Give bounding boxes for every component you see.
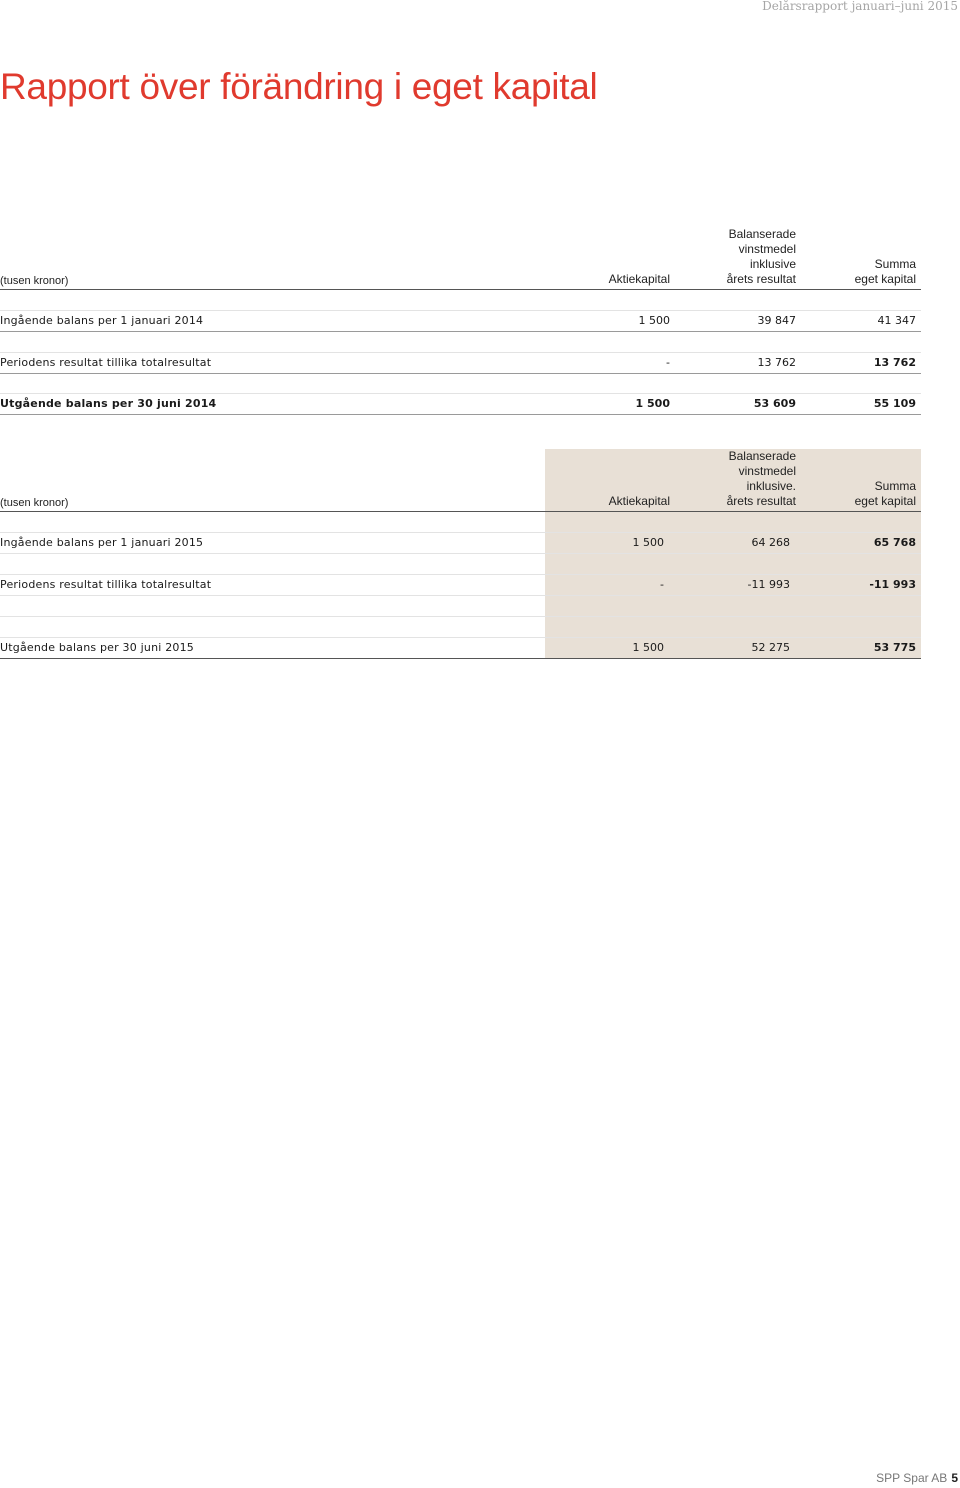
header-aktiekapital: Aktiekapital	[608, 272, 670, 286]
header-aktiekapital: Aktiekapital	[608, 494, 670, 508]
table-row: Ingående balans per 1 januari 2015 1 500 64 268 65 768	[0, 533, 921, 554]
spacer-row	[0, 290, 921, 311]
running-header: Delårsrapport januari–juni 2015	[762, 0, 958, 13]
spacer-row	[0, 554, 921, 575]
table-row: Periodens resultat tillika totalresultat - -11 993 -11 993	[0, 575, 921, 596]
spacer-row	[0, 512, 921, 533]
header-summa-eget-kapital: Summa eget kapital	[854, 257, 916, 286]
page-footer	[876, 1471, 958, 1485]
header-balanserade-vinstmedel: Balanserade vinstmedel inklusive. årets resultat	[726, 449, 796, 508]
table-row: Ingående balans per 1 januari 2014 1 500 39 847 41 347	[0, 311, 921, 332]
spacer-row	[0, 617, 921, 638]
table-row: Periodens resultat tillika totalresultat - 13 762 13 762	[0, 353, 921, 374]
unit-label: (tusen kronor)	[0, 275, 69, 287]
header-summa-eget-kapital: Summa eget kapital	[854, 479, 916, 508]
spacer-row	[0, 332, 921, 353]
table-header	[0, 228, 921, 290]
equity-table-2015	[0, 449, 921, 659]
table-row-total: Utgående balans per 30 juni 2014 1 500 53 609 55 109	[0, 394, 921, 415]
footer-company: SPP Spar AB	[876, 1471, 948, 1485]
spacer-row	[0, 596, 921, 617]
table-row-total: Utgående balans per 30 juni 2015 1 500 52 275 53 775	[0, 638, 921, 659]
page-title: Rapport över förändring i eget kapital	[0, 66, 598, 107]
table-header	[0, 449, 921, 512]
spacer-row	[0, 374, 921, 394]
header-balanserade-vinstmedel: Balanserade vinstmedel inklusive årets resultat	[726, 227, 796, 286]
unit-label: (tusen kronor)	[0, 497, 69, 509]
equity-table-2014	[0, 228, 921, 415]
page-number: 5	[951, 1471, 958, 1485]
